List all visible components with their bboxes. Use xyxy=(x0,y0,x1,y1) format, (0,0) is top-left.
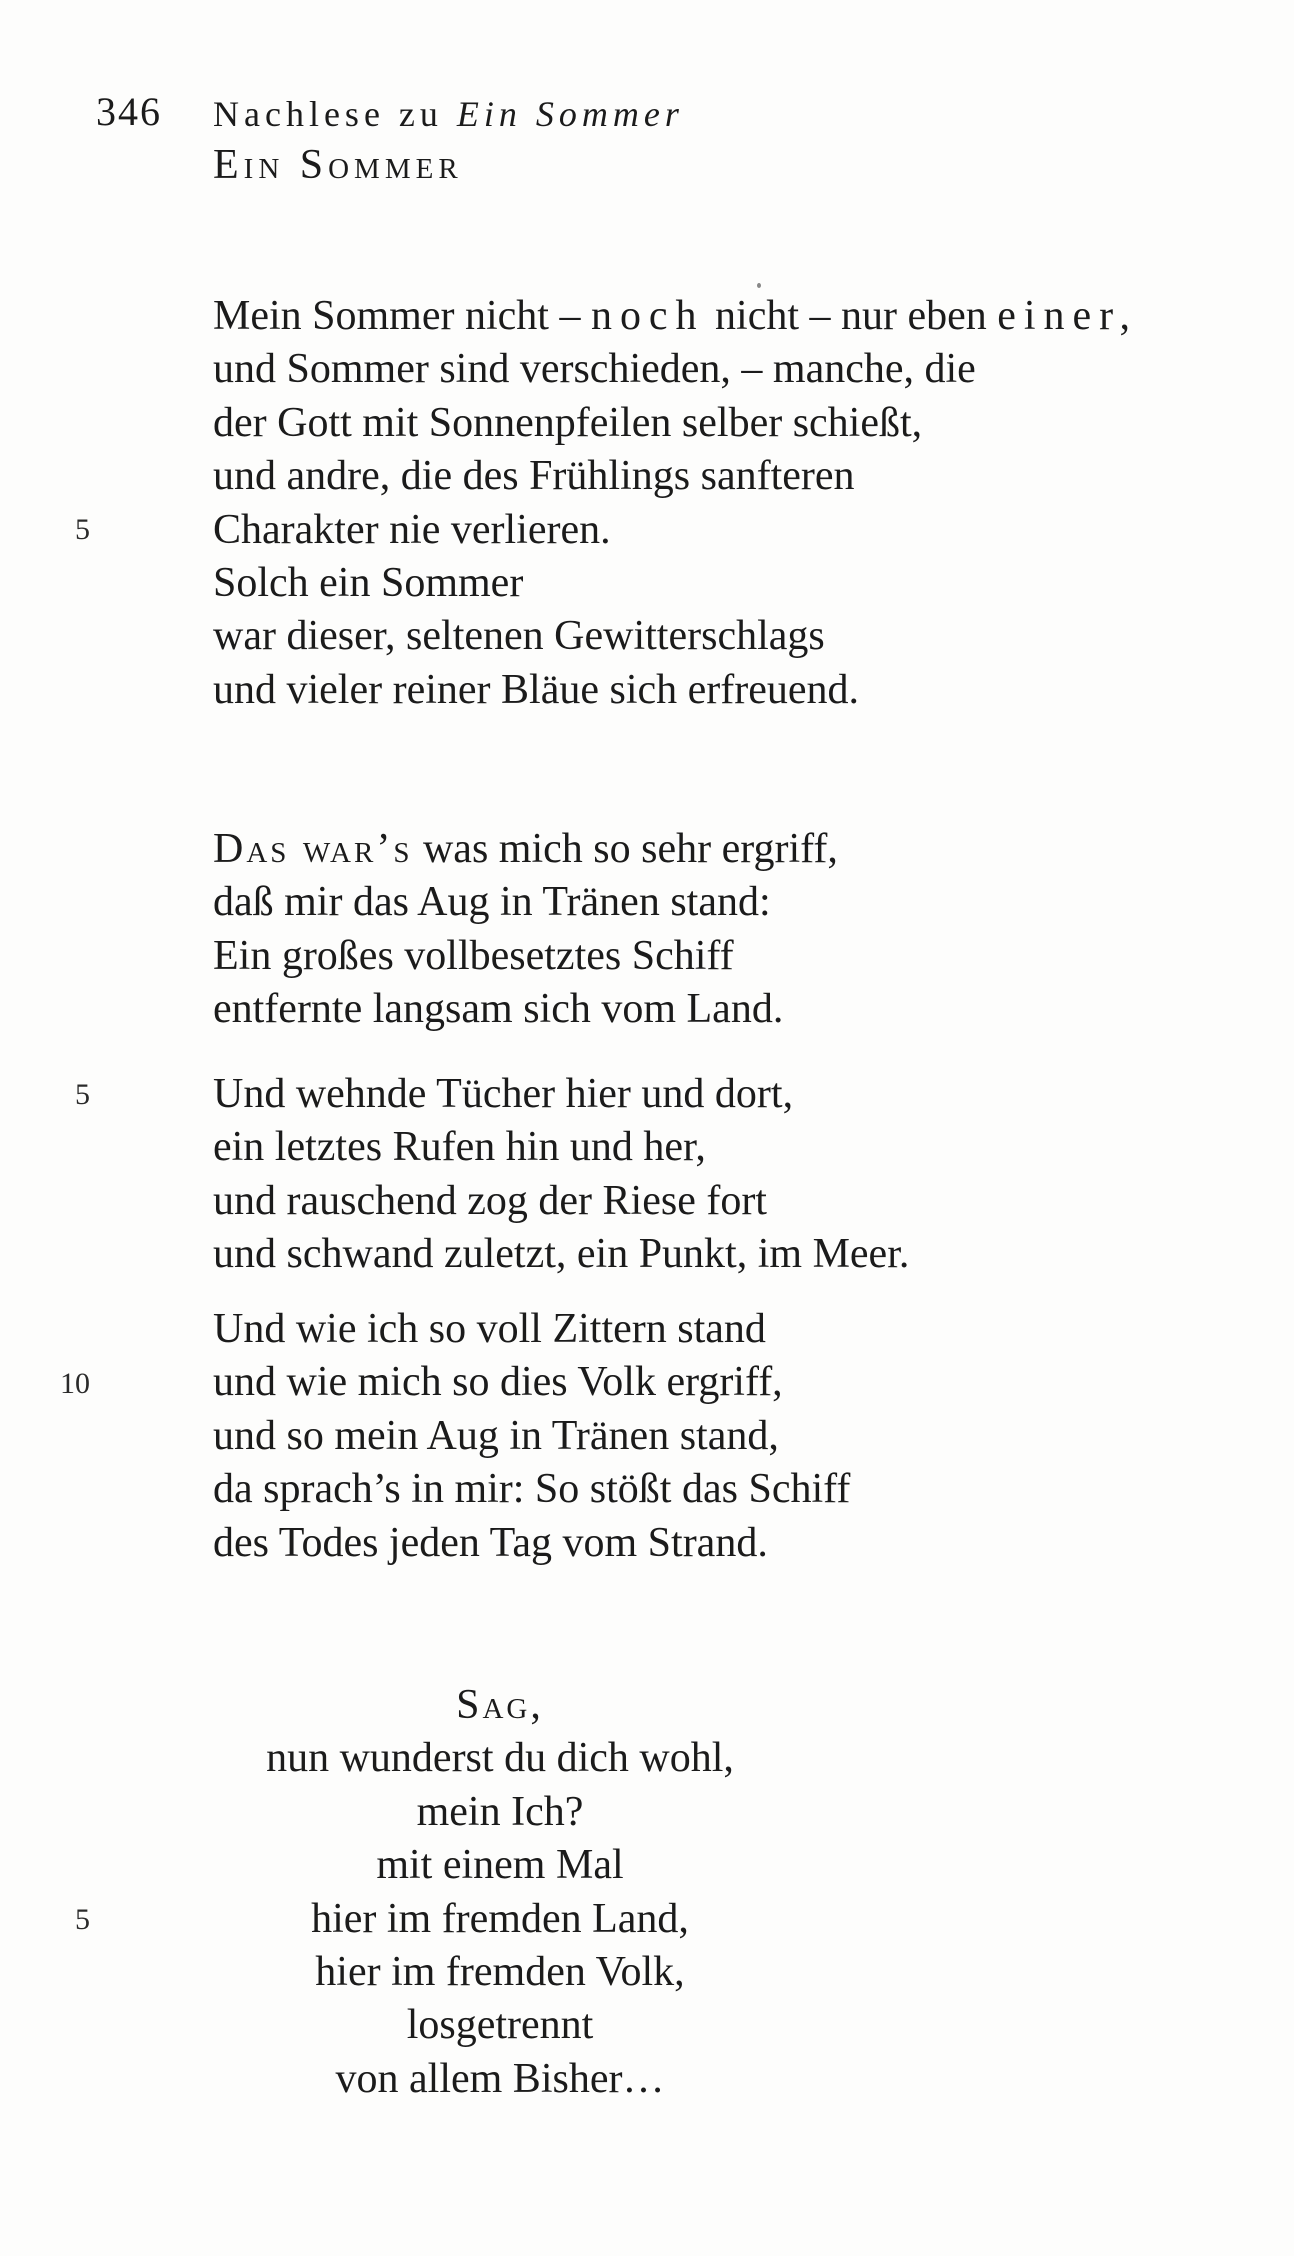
poem-line: hier im fremden Land, xyxy=(311,1895,689,1942)
poem-line: des Todes jeden Tag vom Strand. xyxy=(213,1519,768,1566)
poem-line: losgetrennt xyxy=(406,2002,594,2049)
line-number: 5 xyxy=(75,513,90,546)
poem-line: hier im fremden Volk, xyxy=(315,1949,685,1996)
poem-line: entfernte langsam sich vom Land. xyxy=(213,986,784,1033)
poem-1 xyxy=(213,290,1138,717)
poem-line: ein letztes Rufen hin und her, xyxy=(213,1124,706,1171)
poem-line: war dieser, seltenen Gewitterschlags xyxy=(213,613,825,660)
poem-line-segment: nicht – nur eben xyxy=(704,293,998,339)
poem-line: Und wie ich so voll Zittern stand xyxy=(213,1306,766,1352)
poem-incipit-smallcaps: Das war’s xyxy=(213,826,413,872)
poem-line: da sprach’s in mir: So stößt das Schiff xyxy=(213,1466,851,1513)
poem-line: und wie mich so dies Volk ergriff, xyxy=(213,1359,783,1406)
poem-2-stanza-2 xyxy=(213,1068,909,1282)
poem-line xyxy=(213,823,838,876)
poem-line xyxy=(213,290,1138,343)
poem-line: und rauschend zog der Riese fort xyxy=(213,1177,767,1224)
poem-title: Ein Sommer xyxy=(213,142,463,188)
poem-2-stanza-3 xyxy=(213,1303,850,1570)
poem-line: nun wunderst du dich wohl, xyxy=(266,1735,734,1782)
poem-incipit-smallcaps: Sag, xyxy=(456,1682,544,1728)
poem-line: und vieler reiner Bläue sich erfreuend. xyxy=(213,666,860,713)
poem-line: von allem Bisher… xyxy=(335,2055,665,2102)
poem-line-segment: was mich so sehr ergriff, xyxy=(412,826,838,872)
poem-line-emphasis: einer, xyxy=(997,293,1138,339)
poem-line: und andre, die des Frühlings sanfteren xyxy=(213,453,855,500)
poem-line: Charakter nie verlieren. xyxy=(213,506,611,553)
poem-line: Und wehnde Tücher hier und dort, xyxy=(213,1071,794,1117)
poem-line: und Sommer sind verschieden, – manche, die xyxy=(213,346,976,393)
poem-line: und schwand zuletzt, ein Punkt, im Meer. xyxy=(213,1231,910,1278)
page-number: 346 xyxy=(96,89,162,134)
running-header-text: Nachlese zu xyxy=(213,94,457,134)
poem-line: daß mir das Aug in Tränen stand: xyxy=(213,879,771,926)
poem-3 xyxy=(230,1679,770,2106)
poem-line: Solch ein Sommer xyxy=(213,560,524,607)
poem-line: der Gott mit Sonnenpfeilen selber schießt, xyxy=(213,399,923,446)
poem-line: Ein großes vollbesetztes Schiff xyxy=(213,932,734,979)
line-number: 10 xyxy=(60,1367,90,1400)
poem-line-emphasis: noch xyxy=(590,293,705,339)
poem-line: mein Ich? xyxy=(416,1788,584,1835)
poem-line-segment: Mein Sommer nicht – xyxy=(213,293,591,339)
line-number: 5 xyxy=(75,1903,90,1936)
line-number: 5 xyxy=(75,1078,90,1111)
running-header xyxy=(213,92,684,136)
poem-line: mit einem Mal xyxy=(376,1842,624,1889)
scan-speck xyxy=(757,283,761,288)
poem-line xyxy=(230,1679,770,1732)
poem-line: und so mein Aug in Tränen stand, xyxy=(213,1412,779,1459)
running-header-italic: Ein Sommer xyxy=(456,94,684,134)
poem-2-stanza-1 xyxy=(213,823,838,1037)
